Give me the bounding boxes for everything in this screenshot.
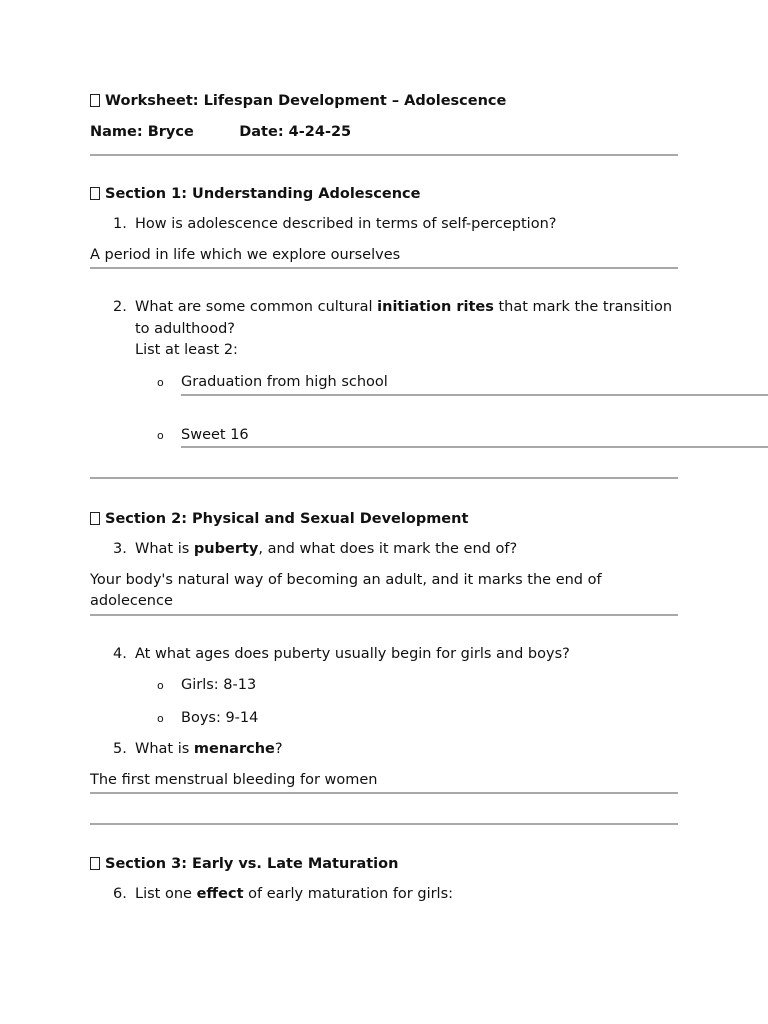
- missing-glyph-icon: [90, 94, 100, 107]
- bullet-icon: o: [157, 712, 164, 725]
- list-item: o Graduation from high school: [157, 371, 678, 394]
- item-answer-line: [181, 394, 768, 396]
- missing-glyph-icon: [90, 857, 100, 870]
- question-6: 6. List one effect of early maturation for girls:: [113, 886, 454, 902]
- bullet-icon: o: [157, 375, 164, 389]
- divider: [90, 823, 678, 825]
- bullet-icon: o: [157, 429, 164, 442]
- bullet-icon: o: [157, 679, 164, 692]
- student-name: Name: Bryce: [90, 124, 194, 140]
- answer-3[interactable]: Your body's natural way of becoming an adult, and it marks the end of adolecence: [90, 571, 602, 609]
- question-2: 2. What are some common cultural initiation rites that mark the transition to adulthood? List at least 2:: [113, 299, 673, 358]
- divider: [90, 477, 678, 479]
- worksheet-page: [90, 88, 678, 394]
- worksheet-date: Date: 4-24-25: [239, 124, 352, 140]
- missing-glyph-icon: [90, 187, 100, 200]
- answer-line: [90, 792, 678, 794]
- item-answer-line: [181, 446, 768, 448]
- section-3-title: Section 3: Early vs. Late Maturation: [90, 853, 678, 875]
- name-date-line: [90, 119, 678, 145]
- list-item: o Girls: 8-13: [157, 674, 678, 697]
- section-1-title: Section 1: Understanding Adolescence: [90, 183, 678, 205]
- answer-1[interactable]: A period in life which we explore ourselves: [90, 246, 401, 263]
- question-3: 3. What is puberty, and what does it mark the end of?: [113, 541, 518, 557]
- divider: [90, 154, 678, 156]
- section-2-title: Section 2: Physical and Sexual Development: [90, 508, 678, 530]
- question-5: 5. What is menarche?: [113, 741, 283, 757]
- answer-line: [90, 267, 678, 269]
- question-1: 1. How is adolescence described in terms of self-perception?: [113, 216, 557, 232]
- worksheet-title: Worksheet: Lifespan Development – Adolescence: [90, 88, 678, 114]
- answer-5[interactable]: The first menstrual bleeding for women: [90, 771, 378, 788]
- question-4: 4. At what ages does puberty usually begin for girls and boys?: [113, 645, 570, 662]
- answer-line: [90, 614, 678, 616]
- missing-glyph-icon: [90, 512, 100, 525]
- list-item: o Sweet 16: [157, 424, 678, 447]
- list-item: o Boys: 9-14: [157, 707, 678, 730]
